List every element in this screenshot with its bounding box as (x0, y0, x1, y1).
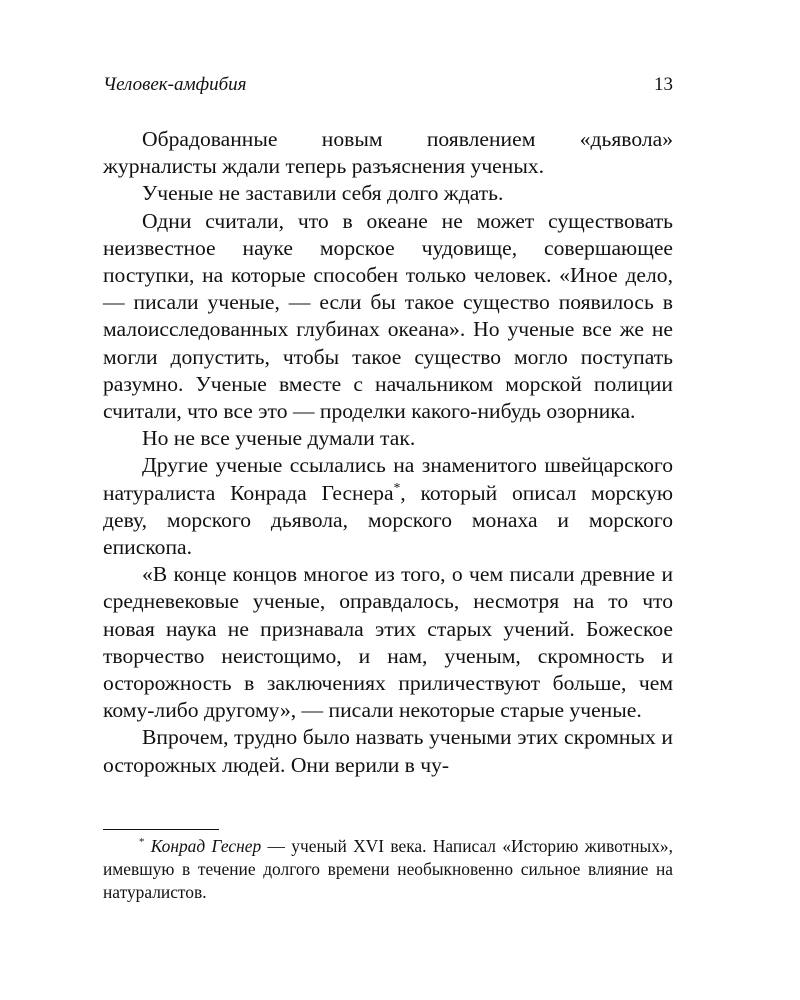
paragraph: «В конце концов многое из того, о чем писали древние и средневековые ученые, оправдалось, несмотря на то что новая наука не признавала этих старых учений. Божеское творчество неистощимо, и нам, ученым, скромность и осторожность в заключениях приличествуют больше, чем кому-либо другому», — писали некоторые старые ученые. (103, 562, 673, 723)
paragraph-with-footnote (103, 452, 673, 561)
paragraph: Обрадованные новым появлением «дьявола» журналисты ждали теперь разъяснения ученых. (103, 127, 673, 179)
running-title: Человек-амфибия (103, 74, 247, 95)
body-text (103, 126, 673, 779)
paragraph: Впрочем, трудно было назвать учеными этих скромных и осторожных людей. Они верили в чу- (103, 725, 673, 777)
footnote (103, 835, 673, 905)
paragraph: Ученые не заставили себя долго ждать. (142, 181, 504, 206)
paragraph: Одни считали, что в океане не может существовать неизвестное науке морское чудовище, совершающее поступки, на которые способен только человек. «Иное дело, — писали ученые, — если бы такое существо появилось в малоисследованных глубинах океана». Но ученые все же не могли допустить, чтобы такое существо могло поступать разумно. Ученые вместе с начальником морской полиции считали, что все это — проделки какого-нибудь озорника. (103, 208, 673, 424)
footnote-marker: * (139, 836, 145, 849)
footnote-reference: * (393, 479, 401, 495)
paragraph-text-continued: , который описал морскую деву, морского дьявола, морского монаха и морского епископа. (103, 480, 673, 560)
paragraph: Но не все ученые думали так. (142, 426, 416, 451)
page-number: 13 (654, 74, 673, 95)
paragraph-text: Другие ученые ссылались на знаменитого швейцарского натуралиста Конрада Геснера (103, 453, 673, 505)
footnote-name: Конрад Геснер (150, 836, 262, 856)
footnote-text: — ученый XVI века. Написал «Историю животных», имевшую в течение долгого времени необыкновенно сильное влияние на натуралистов. (103, 836, 673, 903)
running-head (103, 74, 673, 104)
footnote-divider (103, 829, 219, 830)
